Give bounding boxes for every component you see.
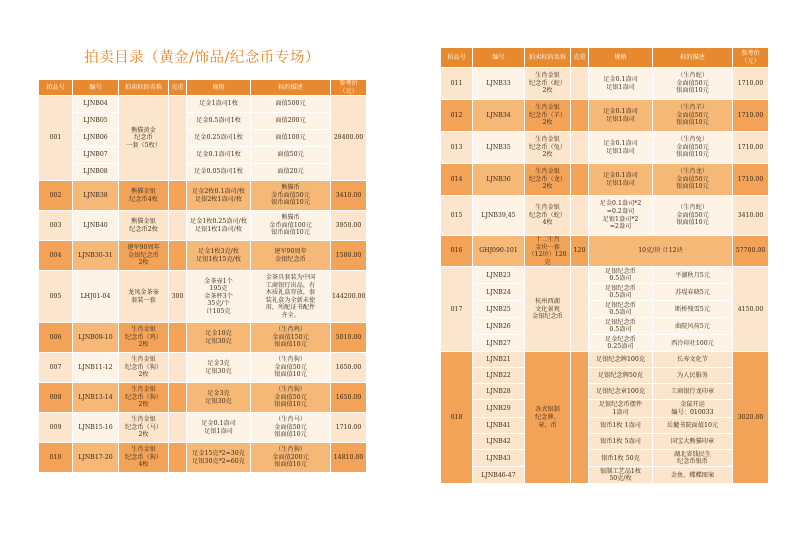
table-row bbox=[441, 236, 769, 267]
item-spec: 足银纪念牌50克 bbox=[589, 368, 653, 384]
item-spec: 足金2枚0.1盎司/枚 足银2枚1盎司/枚 bbox=[187, 181, 251, 211]
item-weight: 300 bbox=[169, 271, 187, 323]
table-row bbox=[39, 147, 367, 164]
header-name: 拍卖标的名称 bbox=[525, 48, 571, 68]
item-desc: 西泠印社100元 bbox=[653, 335, 733, 352]
item-price: 3410.00 bbox=[331, 181, 367, 211]
item-spec: 银币1枚 50克 bbox=[589, 450, 653, 467]
lot-number: 016 bbox=[441, 236, 473, 267]
item-code: LHJ01-04 bbox=[73, 271, 119, 323]
table-row bbox=[39, 181, 367, 211]
item-name: 龙凤金茶壶 套装一套 bbox=[119, 271, 169, 323]
item-desc: （生肖羊） 金面值50元 银面值10元 bbox=[653, 100, 733, 132]
item-name: 生肖金银 纪念币（马） 2枚 bbox=[119, 413, 169, 443]
item-name: 建军90周年 金银纪念币 2枚 bbox=[119, 241, 169, 271]
table-row bbox=[441, 301, 769, 318]
item-weight bbox=[169, 353, 187, 383]
item-desc: 熊猫币 金币面值50元 银币面值10元 bbox=[251, 181, 331, 211]
item-desc: 平湖秋月5元 bbox=[653, 267, 733, 284]
table-row bbox=[39, 164, 367, 181]
item-desc: 国宝大熊猫印章 bbox=[653, 434, 733, 450]
item-desc: 苏堤春晓5元 bbox=[653, 284, 733, 301]
item-desc: 湖北省钱民生 纪念币银币 bbox=[653, 450, 733, 467]
item-weight bbox=[571, 68, 589, 100]
header-desc: 标的描述 bbox=[251, 80, 331, 96]
table-row bbox=[441, 352, 769, 368]
lot-number: 013 bbox=[441, 132, 473, 164]
table-row bbox=[441, 100, 769, 132]
item-name: 生肖金银 纪念币（蛇） 4枚 bbox=[525, 196, 571, 236]
item-spec: 足金0.25盎司1枚 bbox=[187, 130, 251, 147]
item-price: 1710.00 bbox=[331, 413, 367, 443]
item-desc: （生肖蛇） 金面值50元 银面值10元 bbox=[653, 196, 733, 236]
item-spec: 足银纪念币 0.5盎司 bbox=[589, 284, 653, 301]
item-name: 熊猫金银 纪念币2枚 bbox=[119, 211, 169, 241]
item-price: 1650.00 bbox=[331, 383, 367, 413]
item-code: LJNB27 bbox=[473, 335, 525, 352]
header-code: 编号 bbox=[473, 48, 525, 68]
item-desc: 岳麓书院面值10元 bbox=[653, 418, 733, 434]
lot-number: 006 bbox=[39, 323, 73, 353]
table-row bbox=[39, 413, 367, 443]
item-code: LJNB33 bbox=[473, 68, 525, 100]
table-row bbox=[441, 196, 769, 236]
item-weight bbox=[169, 211, 187, 241]
item-spec: 足金0.1盎司 足银1盎司 bbox=[187, 413, 251, 443]
lot-number: 012 bbox=[441, 100, 473, 132]
item-desc: （生肖鸡） 金面值150元 银面值10元 bbox=[251, 323, 331, 353]
table-row bbox=[441, 267, 769, 284]
table-row bbox=[441, 434, 769, 450]
item-spec: 足银纪念币 0.5盎司 bbox=[589, 301, 653, 318]
item-price: 28400.00 bbox=[331, 96, 367, 181]
table-row bbox=[39, 353, 367, 383]
item-desc: 断桥残雪5元 bbox=[653, 301, 733, 318]
item-weight bbox=[571, 164, 589, 196]
item-desc: （生肖马） 金面值50元 银面值10元 bbox=[251, 413, 331, 443]
item-code: LJNB35 bbox=[473, 132, 525, 164]
item-name: 生肖金银 纪念币（狗） 2枚 bbox=[119, 383, 169, 413]
item-spec: 足金3克 足银30克 bbox=[187, 353, 251, 383]
item-code: LJNB13-14 bbox=[73, 383, 119, 413]
table-row bbox=[441, 284, 769, 301]
header-row bbox=[441, 48, 769, 68]
item-desc: 金鱼、蝶蝶图案 bbox=[653, 467, 733, 484]
item-code: LJNB24 bbox=[473, 284, 525, 301]
item-code: LJNB11-12 bbox=[73, 353, 119, 383]
table-row bbox=[39, 113, 367, 130]
table-row bbox=[441, 384, 769, 400]
item-code: LJNB36 bbox=[473, 164, 525, 196]
item-spec: 足金1枚0.25盎司/枚 足银1枚1盎司/枚 bbox=[187, 211, 251, 241]
item-code: LJNB26 bbox=[473, 318, 525, 335]
item-desc: 面值50元 bbox=[251, 147, 331, 164]
item-code: LJNB07 bbox=[73, 147, 119, 164]
catalog-title: 拍卖目录（黄金/饰品/纪念币专场） bbox=[84, 50, 320, 66]
item-spec: 足金0.1盎司 足银1盎司 bbox=[589, 100, 653, 132]
item-spec: 足金0.05盎司1枚 bbox=[187, 164, 251, 181]
item-code: LJNB05 bbox=[73, 113, 119, 130]
item-price: 3020.00 bbox=[733, 352, 769, 484]
item-desc: （生肖狗） 金面值50元 银面值10元 bbox=[251, 353, 331, 383]
table-row bbox=[441, 400, 769, 418]
item-spec: 足银纪念章100克 bbox=[589, 384, 653, 400]
header-price: 参考价 （元） bbox=[733, 48, 769, 68]
table-row bbox=[39, 271, 367, 323]
item-price: 144200.00 bbox=[331, 271, 367, 323]
item-desc: 面值100元 bbox=[251, 130, 331, 147]
lot-number: 009 bbox=[39, 413, 73, 443]
header-lot: 拍品号 bbox=[39, 80, 73, 96]
lot-number: 015 bbox=[441, 196, 473, 236]
item-price: 3410.00 bbox=[733, 196, 769, 236]
lot-number: 018 bbox=[441, 352, 473, 484]
header-price: 参考价 （元） bbox=[331, 80, 367, 96]
item-weight bbox=[571, 267, 589, 352]
header-spec: 规格 bbox=[589, 48, 653, 68]
item-code: LJNB38 bbox=[73, 181, 119, 211]
header-spec: 规格 bbox=[187, 80, 251, 96]
item-code: LJNB04 bbox=[73, 96, 119, 113]
item-code: LJNB41 bbox=[473, 418, 525, 434]
item-spec: 足金15克*2=30克 足银30克*2=60克 bbox=[187, 443, 251, 473]
right-page bbox=[440, 47, 768, 484]
lot-number: 007 bbox=[39, 353, 73, 383]
item-desc: 为人民服务 bbox=[653, 368, 733, 384]
item-spec: 足金0.5盎司1枚 bbox=[187, 113, 251, 130]
table-row bbox=[441, 164, 769, 196]
lot-number: 017 bbox=[441, 267, 473, 352]
item-name: 熊猫黄金 纪念币 一套（5枚） bbox=[119, 96, 169, 181]
table-row bbox=[39, 383, 367, 413]
item-desc: 熊猫币 金币面值100元 银币面值10元 bbox=[251, 211, 331, 241]
item-spec: 银币1枚 1盎司 bbox=[589, 418, 653, 434]
item-price: 1710.00 bbox=[733, 68, 769, 100]
item-code: LJNB39,45 bbox=[473, 196, 525, 236]
item-name: 生肖金银 纪念币（狗） 4枚 bbox=[119, 443, 169, 473]
lot-number: 004 bbox=[39, 241, 73, 271]
left-catalog-table bbox=[38, 79, 367, 473]
header-lot: 拍品号 bbox=[441, 48, 473, 68]
item-spec: 金茶壶1个 195克 金茶杯3个 35克/个 计105克 bbox=[187, 271, 251, 323]
item-spec: 足金0.1盎司*2 =0.2盎司 足银1盎司*2 =2盎司 bbox=[589, 196, 653, 236]
table-row bbox=[441, 68, 769, 100]
item-code: GHJ090-101 bbox=[473, 236, 525, 267]
table-row bbox=[441, 418, 769, 434]
item-desc: 面值200元 bbox=[251, 113, 331, 130]
item-spec: 足银纪念币 0.5盎司 bbox=[589, 267, 653, 284]
item-price: 4150.00 bbox=[733, 267, 769, 352]
item-code: LJNB09-10 bbox=[73, 323, 119, 353]
item-spec: 银币1枚 5盎司 bbox=[589, 434, 653, 450]
lot-number: 008 bbox=[39, 383, 73, 413]
item-name: 生肖金银 纪念币（狗） 2枚 bbox=[119, 353, 169, 383]
lot-number: 001 bbox=[39, 96, 73, 181]
lot-number: 014 bbox=[441, 164, 473, 196]
item-price: 1710.00 bbox=[733, 132, 769, 164]
item-weight bbox=[169, 181, 187, 211]
table-row bbox=[39, 96, 367, 113]
header-weight: 克重 bbox=[169, 80, 187, 96]
item-code: LJNB28 bbox=[473, 384, 525, 400]
item-weight bbox=[169, 383, 187, 413]
item-weight bbox=[169, 96, 187, 181]
item-code: LJNB34 bbox=[473, 100, 525, 132]
item-desc: 面值20元 bbox=[251, 164, 331, 181]
item-price: 57700.00 bbox=[733, 236, 769, 267]
item-desc: 面值500元 bbox=[251, 96, 331, 113]
lot-number: 002 bbox=[39, 181, 73, 211]
item-code: LJNB08 bbox=[73, 164, 119, 181]
item-name: 生肖金银 纪念币（蛇） 2枚 bbox=[525, 68, 571, 100]
item-spec: 足金1盎司1枚 bbox=[187, 96, 251, 113]
table-row bbox=[441, 368, 769, 384]
item-code: LJNB17-20 bbox=[73, 443, 119, 473]
item-spec: 足金10克 足银30克 bbox=[187, 323, 251, 353]
item-code: LJNB30-31 bbox=[73, 241, 119, 271]
item-spec: 足金0.1盎司1枚 bbox=[187, 147, 251, 164]
item-weight bbox=[169, 241, 187, 271]
item-spec: 足金1枚3克/枚 足银1枚15克/枚 bbox=[187, 241, 251, 271]
table-row bbox=[39, 130, 367, 147]
table-row bbox=[441, 318, 769, 335]
table-row bbox=[441, 467, 769, 484]
item-price: 3950.00 bbox=[331, 211, 367, 241]
item-spec: 银制工艺品1枚 50克/枚 bbox=[589, 467, 653, 484]
item-price: 1580.00 bbox=[331, 241, 367, 271]
item-code: LJNB29 bbox=[473, 400, 525, 418]
item-spec: 10克/块 计12块 bbox=[589, 236, 733, 267]
item-name: 十二生肖 金块一套 （12块）120克 bbox=[525, 236, 571, 267]
item-spec: 足银纪念牌100克 bbox=[589, 352, 653, 368]
lot-number: 011 bbox=[441, 68, 473, 100]
item-desc: 工商银行龙印章 bbox=[653, 384, 733, 400]
table-row bbox=[441, 450, 769, 467]
item-code: LJNB15-16 bbox=[73, 413, 119, 443]
table-row bbox=[39, 241, 367, 271]
right-catalog-table bbox=[440, 47, 769, 484]
item-weight bbox=[169, 323, 187, 353]
lot-number: 003 bbox=[39, 211, 73, 241]
lot-number: 010 bbox=[39, 443, 73, 473]
item-spec: 足金纪念币 0.25盎司 bbox=[589, 335, 653, 352]
item-code: LJNB06 bbox=[73, 130, 119, 147]
header-desc: 标的描述 bbox=[653, 48, 733, 68]
item-name: 各式银制 纪念牌、 章、币 bbox=[525, 352, 571, 484]
header-name: 拍卖标的名称 bbox=[119, 80, 169, 96]
item-price: 1710.00 bbox=[733, 100, 769, 132]
header-code: 编号 bbox=[73, 80, 119, 96]
item-weight bbox=[571, 132, 589, 164]
header-weight: 克重 bbox=[571, 48, 589, 68]
item-code: LJNB43 bbox=[473, 450, 525, 467]
item-desc: 长寿文化节 bbox=[653, 352, 733, 368]
item-weight: 120 bbox=[571, 236, 589, 267]
item-spec: 足金0.1盎司 足银1盎司 bbox=[589, 164, 653, 196]
item-spec: 足金3克 足银30克 bbox=[187, 383, 251, 413]
item-desc: 金茶具套装为中国 工商银行出品，有 木质礼盒存放，套 装礼盒为全新未使 用，所配证书配件 齐全。 bbox=[251, 271, 331, 323]
item-desc: （生肖狗） 金面值50元 银面值10元 bbox=[251, 383, 331, 413]
table-row bbox=[441, 335, 769, 352]
item-code: LJNB46-47 bbox=[473, 467, 525, 484]
item-spec: 足银纪念币摆件 1盎司 bbox=[589, 400, 653, 418]
item-desc: 金鼠开运 编号：010033 bbox=[653, 400, 733, 418]
item-weight bbox=[571, 352, 589, 484]
item-desc: （生肖龙） 金面值50元 银面值10元 bbox=[653, 164, 733, 196]
item-code: LJNB21 bbox=[473, 352, 525, 368]
item-desc: （生肖蛇） 金面值50元 银面值10元 bbox=[653, 68, 733, 100]
item-weight bbox=[169, 443, 187, 473]
item-name: 杭州西湖 文化景观 金银纪念币 bbox=[525, 267, 571, 352]
item-spec: 足金0.1盎司 足银1盎司 bbox=[589, 132, 653, 164]
item-name: 熊猫金银 纪念币4枚 bbox=[119, 181, 169, 211]
item-code: LJNB23 bbox=[473, 267, 525, 284]
item-desc: 建军90周年 金银纪念币 bbox=[251, 241, 331, 271]
item-code: LJNB40 bbox=[73, 211, 119, 241]
item-price: 14810.00 bbox=[331, 443, 367, 473]
item-desc: 曲院风荷5元 bbox=[653, 318, 733, 335]
item-code: LJNB25 bbox=[473, 301, 525, 318]
header-row bbox=[39, 80, 367, 96]
item-weight bbox=[169, 413, 187, 443]
item-name: 生肖金银 纪念币（羊） 2枚 bbox=[525, 100, 571, 132]
table-row bbox=[441, 132, 769, 164]
table-row bbox=[39, 443, 367, 473]
item-weight bbox=[571, 196, 589, 236]
item-price: 1650.00 bbox=[331, 353, 367, 383]
item-name: 生肖金银 纪念币（龙） 2枚 bbox=[525, 164, 571, 196]
item-code: LJNB22 bbox=[473, 368, 525, 384]
item-desc: （生肖狗） 金面值200元 银面值10元 bbox=[251, 443, 331, 473]
item-spec: 足金0.1盎司 足银1盎司 bbox=[589, 68, 653, 100]
item-code: LJNB42 bbox=[473, 434, 525, 450]
item-spec: 足银纪念币 0.5盎司 bbox=[589, 318, 653, 335]
left-page bbox=[38, 79, 366, 473]
item-price: 5010.00 bbox=[331, 323, 367, 353]
table-row bbox=[39, 323, 367, 353]
lot-number: 005 bbox=[39, 271, 73, 323]
item-name: 生肖金银 纪念币（鸡） 2枚 bbox=[119, 323, 169, 353]
item-weight bbox=[571, 100, 589, 132]
item-desc: （生肖兔） 金面值50元 银面值10元 bbox=[653, 132, 733, 164]
item-price: 1710.00 bbox=[733, 164, 769, 196]
table-row bbox=[39, 211, 367, 241]
item-name: 生肖金银 纪念币（兔） 2枚 bbox=[525, 132, 571, 164]
